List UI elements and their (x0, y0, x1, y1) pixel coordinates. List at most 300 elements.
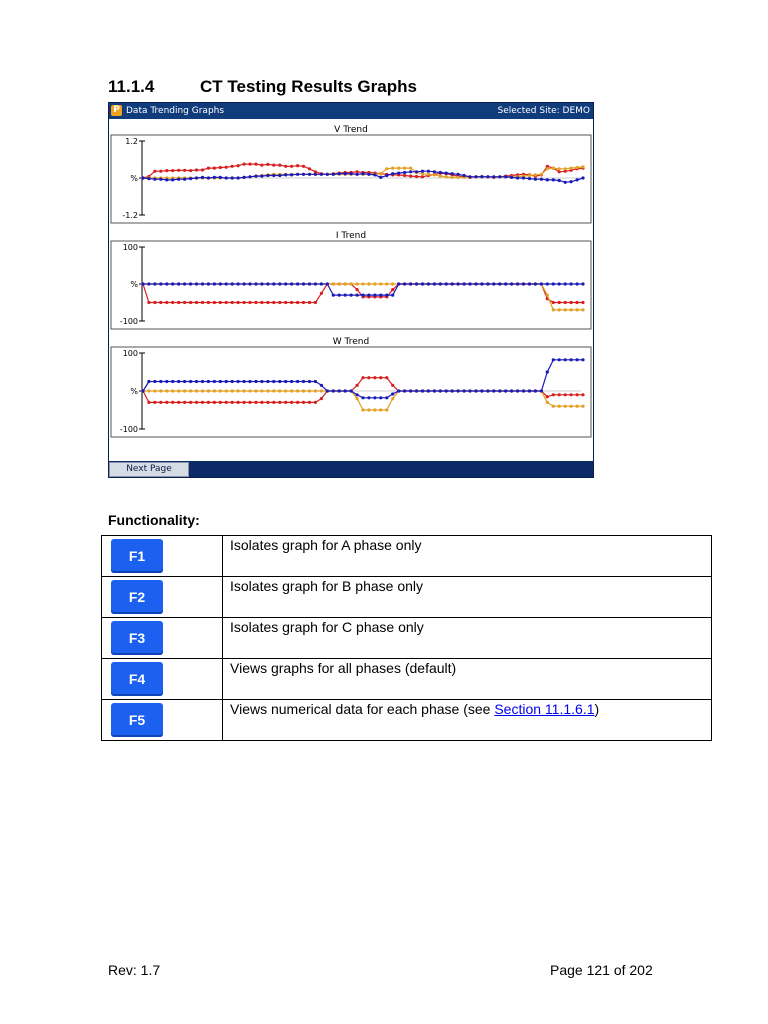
f1-key-button[interactable]: F1 (111, 539, 163, 573)
v-trend-c-phase-point (332, 173, 335, 176)
v-trend-c-phase-point (296, 173, 299, 176)
functionality-label: Functionality: (108, 512, 200, 528)
w-trend-b-phase-point (147, 389, 150, 392)
w-trend-b-phase-point (576, 405, 579, 408)
w-trend-c-phase-point (243, 380, 246, 383)
w-trend-a-phase-point (391, 384, 394, 387)
v-trend-a-phase-point (165, 169, 168, 172)
revision-label: Rev: 1.7 (108, 962, 161, 978)
i-trend-c-phase-point (260, 282, 263, 285)
v-trend-c-phase-point (165, 178, 168, 181)
i-trend-a-phase-point (147, 301, 150, 304)
w-trend-b-phase-point (195, 389, 198, 392)
i-trend-c-phase-point (219, 282, 222, 285)
w-trend-a-phase-point (296, 401, 299, 404)
w-trend-b-phase-point (183, 389, 186, 392)
w-trend-c-phase-point (141, 389, 144, 392)
app-title: Data Trending Graphs (126, 106, 225, 116)
w-trend-a-phase-point (576, 393, 579, 396)
i-trend-a-phase-point (558, 301, 561, 304)
w-trend-c-phase-point (576, 358, 579, 361)
v-trend-c-phase-point (486, 175, 489, 178)
v-trend-c-phase-point (189, 177, 192, 180)
v-trend-a-phase-point (278, 164, 281, 167)
w-trend-c-phase-point (213, 380, 216, 383)
w-trend-a-phase-point (385, 376, 388, 379)
v-trend-c-phase-point (433, 170, 436, 173)
i-trend-b-phase-point (350, 282, 353, 285)
i-trend-c-phase-point (540, 282, 543, 285)
v-trend-b-phase-point (445, 175, 448, 178)
i-trend-a-phase-point (248, 301, 251, 304)
functionality-table (101, 535, 712, 741)
v-trend-c-phase-point (445, 172, 448, 175)
i-trend-c-phase-point (165, 282, 168, 285)
i-trend-c-phase-point (272, 282, 275, 285)
v-trend-b-phase-point (403, 167, 406, 170)
i-trend-c-phase-point (326, 282, 329, 285)
i-trend-a-phase-point (219, 301, 222, 304)
v-trend-c-phase-point (451, 172, 454, 175)
v-trend-c-phase-point (177, 178, 180, 181)
table-row (102, 618, 712, 659)
v-trend-c-phase-point (195, 176, 198, 179)
v-trend-a-phase-point (189, 169, 192, 172)
w-trend-c-phase-point (183, 380, 186, 383)
w-trend-a-phase-point (171, 401, 174, 404)
w-trend-c-phase-point (552, 358, 555, 361)
v-trend-c-phase-point (356, 173, 359, 176)
v-trend-a-phase-point (159, 170, 162, 173)
i-trend-b-phase-point (391, 282, 394, 285)
i-trend-b-phase-point (332, 282, 335, 285)
v-trend-a-phase-point (201, 168, 204, 171)
w-trend-b-phase-point (361, 408, 364, 411)
v-trend-c-phase-point (344, 172, 347, 175)
i-trend-c-phase-point (266, 282, 269, 285)
i-trend-c-phase-point (243, 282, 246, 285)
v-trend-c-phase-point (439, 171, 442, 174)
v-trend-c-phase-point (373, 173, 376, 176)
i-trend-b-phase-point (564, 308, 567, 311)
w-trend-a-phase-point (320, 397, 323, 400)
section-number: 11.1.4 (108, 77, 155, 96)
w-trend-b-phase-point (231, 389, 234, 392)
w-trend-c-phase-point (332, 389, 335, 392)
w-trend-b-phase-point (320, 389, 323, 392)
i-trend-c-phase-point (498, 282, 501, 285)
w-trend-a-phase-point (225, 401, 228, 404)
w-trend-c-phase-point (225, 380, 228, 383)
i-trend-y-tick-label: % (130, 280, 138, 289)
w-trend-c-phase-point (492, 389, 495, 392)
v-trend-b-phase-point (576, 166, 579, 169)
w-trend-a-phase-point (314, 401, 317, 404)
i-trend-b-phase-point (546, 294, 549, 297)
i-trend-c-phase-point (338, 294, 341, 297)
w-trend-c-phase-point (284, 380, 287, 383)
i-trend-c-phase-point (486, 282, 489, 285)
w-trend-c-phase-point (373, 396, 376, 399)
selected-site-label: Selected Site: DEMO (497, 106, 590, 116)
i-trend-a-phase-point (165, 301, 168, 304)
w-trend-c-phase-point (361, 396, 364, 399)
v-trend-c-phase-point (308, 173, 311, 176)
w-trend-c-phase-point (409, 389, 412, 392)
w-trend-c-phase-point (302, 380, 305, 383)
i-trend-a-phase-point (576, 301, 579, 304)
v-trend-c-phase-point (201, 176, 204, 179)
w-trend-a-phase-point (147, 401, 150, 404)
w-trend-b-phase-point (546, 401, 549, 404)
v-trend-b-phase-point (385, 167, 388, 170)
v-trend-c-phase-point (266, 174, 269, 177)
w-trend-c-phase-point (159, 380, 162, 383)
device-titlebar (109, 103, 593, 119)
i-trend-c-phase-point (457, 282, 460, 285)
w-trend-b-phase-point (558, 405, 561, 408)
i-trend-c-phase-point (391, 294, 394, 297)
w-trend-b-phase-point (314, 389, 317, 392)
i-trend-a-phase-point (213, 301, 216, 304)
w-trend-a-phase-point (302, 401, 305, 404)
w-trend-c-phase-point (272, 380, 275, 383)
w-trend-c-phase-point (510, 389, 513, 392)
v-trend-c-phase-point (510, 176, 513, 179)
v-trend-a-phase-point (171, 169, 174, 172)
v-trend-c-phase-point (421, 170, 424, 173)
w-trend-b-phase-point (266, 389, 269, 392)
v-trend-a-phase-point (260, 164, 263, 167)
i-trend-y-tick-label: 100 (122, 243, 138, 252)
w-trend-c-phase-point (278, 380, 281, 383)
v-trend-b-phase-point (570, 167, 573, 170)
w-trend-c-phase-point (248, 380, 251, 383)
w-trend-c-phase-point (468, 389, 471, 392)
v-trend-y-tick-label: -1.2 (122, 211, 138, 220)
v-trend-c-phase-point (516, 176, 519, 179)
w-trend-a-phase-point (260, 401, 263, 404)
i-trend-a-phase-point (564, 301, 567, 304)
i-trend-a-phase-point (356, 288, 359, 291)
w-trend-c-phase-point (421, 389, 424, 392)
v-trend-c-phase-point (570, 180, 573, 183)
i-trend-c-phase-point (576, 282, 579, 285)
w-trend-a-phase-point (153, 401, 156, 404)
w-trend-c-phase-point (474, 389, 477, 392)
i-trend-b-phase-point (558, 308, 561, 311)
v-trend-a-phase-point (421, 175, 424, 178)
i-trend-a-phase-point (231, 301, 234, 304)
i-trend-c-phase-point (332, 294, 335, 297)
v-trend-b-phase-point (558, 167, 561, 170)
i-trend-c-phase-point (248, 282, 251, 285)
i-trend-c-phase-point (564, 282, 567, 285)
w-trend-a-phase-point (284, 401, 287, 404)
v-trend-c-phase-point (463, 174, 466, 177)
section-link[interactable]: Section 11.1.6.1 (494, 701, 595, 717)
w-trend-y-tick-label: 100 (122, 349, 138, 358)
w-trend-c-phase-point (570, 358, 573, 361)
v-trend-c-phase-point (254, 175, 257, 178)
w-trend-c-phase-point (195, 380, 198, 383)
i-trend-c-phase-point (213, 282, 216, 285)
v-trend-a-phase-point (296, 164, 299, 167)
w-trend-c-phase-point (504, 389, 507, 392)
v-trend-y-tick-label: 1.2 (125, 137, 138, 146)
v-trend-c-phase-point (153, 178, 156, 181)
v-trend-c-phase-point (320, 173, 323, 176)
v-trend-c-phase-point (385, 174, 388, 177)
w-trend-c-phase-point (522, 389, 525, 392)
i-trend-c-phase-point (254, 282, 257, 285)
i-trend-c-phase-point (480, 282, 483, 285)
i-trend-c-phase-point (183, 282, 186, 285)
w-trend-b-phase-point (373, 408, 376, 411)
w-trend-a-phase-point (243, 401, 246, 404)
w-trend-c-phase-point (350, 389, 353, 392)
i-trend-c-phase-point (379, 294, 382, 297)
w-trend-c-phase-point (308, 380, 311, 383)
i-trend-b-phase-point (361, 282, 364, 285)
v-trend-c-phase-point (415, 170, 418, 173)
w-trend-c-phase-point (260, 380, 263, 383)
w-trend-a-phase-point (248, 401, 251, 404)
w-trend-a-phase-point (558, 393, 561, 396)
i-trend-c-phase-point (373, 294, 376, 297)
w-trend-c-phase-point (165, 380, 168, 383)
w-trend-c-phase-point (540, 389, 543, 392)
v-trend-b-phase-point (451, 176, 454, 179)
v-trend-c-phase-point (159, 178, 162, 181)
w-trend-c-phase-point (296, 380, 299, 383)
i-trend-a-phase-point (207, 301, 210, 304)
f1-description: Isolates graph for A phase only (223, 536, 712, 577)
w-trend-c-phase-point (171, 380, 174, 383)
table-row (102, 659, 712, 700)
w-trend-c-phase-point (147, 380, 150, 383)
w-trend-c-phase-point (177, 380, 180, 383)
w-trend-b-phase-point (302, 389, 305, 392)
v-trend-a-phase-point (195, 168, 198, 171)
f2-key-button[interactable]: F2 (111, 580, 163, 614)
i-trend-a-phase-point (243, 301, 246, 304)
i-trend-a-phase-point (308, 301, 311, 304)
f3-key-button[interactable]: F3 (111, 621, 163, 655)
w-trend-c-phase-point (451, 389, 454, 392)
w-trend-b-phase-point (153, 389, 156, 392)
w-trend-a-phase-point (570, 393, 573, 396)
i-trend-b-phase-point (385, 282, 388, 285)
i-trend-b-phase-point (379, 282, 382, 285)
i-trend-c-phase-point (468, 282, 471, 285)
w-trend-c-phase-point (528, 389, 531, 392)
v-trend-b-phase-point (439, 175, 442, 178)
i-trend-a-phase-point (581, 301, 584, 304)
w-trend-c-phase-point (463, 389, 466, 392)
v-trend-b-phase-point (427, 173, 430, 176)
w-trend-c-phase-point (581, 358, 584, 361)
v-trend-b-phase-point (457, 176, 460, 179)
w-trend-b-phase-point (243, 389, 246, 392)
v-trend-c-phase-point (231, 176, 234, 179)
i-trend-c-phase-point (415, 282, 418, 285)
section-heading (108, 77, 417, 97)
i-trend-a-phase-point (237, 301, 240, 304)
i-trend-c-phase-point (403, 282, 406, 285)
w-trend-a-phase-point (201, 401, 204, 404)
w-trend-a-phase-point (266, 401, 269, 404)
i-trend-c-phase-point (320, 282, 323, 285)
i-trend-a-phase-point (296, 301, 299, 304)
i-trend-c-phase-point (147, 282, 150, 285)
f4-key-button[interactable]: F4 (111, 662, 163, 696)
v-trend-c-phase-point (260, 175, 263, 178)
v-trend-a-phase-point (219, 166, 222, 169)
w-trend-y-tick-label: -100 (119, 425, 138, 434)
v-trend-a-phase-point (207, 167, 210, 170)
w-trend-c-phase-point (415, 389, 418, 392)
i-trend-c-phase-point (231, 282, 234, 285)
i-trend-c-phase-point (237, 282, 240, 285)
w-trend-b-phase-point (552, 405, 555, 408)
v-trend-c-phase-point (326, 173, 329, 176)
w-trend-a-phase-point (213, 401, 216, 404)
v-trend-c-phase-point (147, 177, 150, 180)
w-trend-b-phase-point (254, 389, 257, 392)
i-trend-c-phase-point (171, 282, 174, 285)
v-trend-a-phase-point (403, 174, 406, 177)
i-trend-a-phase-point (314, 301, 317, 304)
i-trend-c-phase-point (153, 282, 156, 285)
i-trend-c-phase-point (284, 282, 287, 285)
i-trend-a-phase-point (195, 301, 198, 304)
i-trend-c-phase-point (528, 282, 531, 285)
i-trend-a-phase-point (225, 301, 228, 304)
i-trend-c-phase-point (463, 282, 466, 285)
v-trend-b-phase-point (409, 167, 412, 170)
w-trend-c-phase-point (326, 389, 329, 392)
p-logo-icon: P (111, 105, 122, 116)
w-trend-c-phase-point (314, 380, 317, 383)
softkey-bar (109, 461, 593, 477)
w-trend-c-phase-point (153, 380, 156, 383)
w-trend-title: W Trend (332, 337, 370, 347)
w-trend-a-phase-point (272, 401, 275, 404)
v-trend-b-phase-point (564, 167, 567, 170)
i-trend-a-phase-point (189, 301, 192, 304)
v-trend-a-phase-point (243, 163, 246, 166)
v-trend-c-phase-point (225, 176, 228, 179)
w-trend-c-phase-point (320, 384, 323, 387)
i-trend-a-phase-point (284, 301, 287, 304)
v-trend-c-phase-point (237, 176, 240, 179)
w-trend-c-phase-point (486, 389, 489, 392)
w-trend-a-phase-point (278, 401, 281, 404)
i-trend-c-phase-point (177, 282, 180, 285)
i-trend-b-phase-point (338, 282, 341, 285)
w-trend-a-phase-point (254, 401, 257, 404)
w-trend-b-phase-point (290, 389, 293, 392)
v-trend-c-phase-point (468, 175, 471, 178)
w-trend-a-phase-point (159, 401, 162, 404)
w-trend-b-phase-point (189, 389, 192, 392)
i-trend-c-phase-point (510, 282, 513, 285)
w-trend-a-phase-point (356, 384, 359, 387)
w-trend-c-phase-point (457, 389, 460, 392)
i-trend-a-phase-point (278, 301, 281, 304)
w-trend-c-phase-point (439, 389, 442, 392)
section-title: CT Testing Results Graphs (200, 77, 417, 96)
w-trend-a-phase-point (564, 393, 567, 396)
v-trend-a-phase-point (213, 167, 216, 170)
table-row (102, 700, 712, 741)
i-trend-c-phase-point (302, 282, 305, 285)
f5-key-button[interactable]: F5 (111, 703, 163, 737)
v-trend-c-phase-point (427, 170, 430, 173)
i-trend-c-phase-point (356, 294, 359, 297)
i-trend-c-phase-point (451, 282, 454, 285)
v-trend-c-phase-point (278, 174, 281, 177)
v-trend-c-phase-point (302, 173, 305, 176)
i-trend-b-phase-point (367, 282, 370, 285)
v-trend-c-phase-point (474, 175, 477, 178)
w-trend-b-phase-point (260, 389, 263, 392)
w-trend-a-phase-point (546, 395, 549, 398)
w-trend-b-phase-point (237, 389, 240, 392)
f5-description: Views numerical data for each phase (see Section 11.1.6.1) (223, 700, 712, 741)
i-trend-a-phase-point (183, 301, 186, 304)
i-trend-c-phase-point (308, 282, 311, 285)
i-trend-c-phase-point (552, 282, 555, 285)
i-trend-a-phase-point (171, 301, 174, 304)
w-trend-a-phase-point (308, 401, 311, 404)
v-trend-c-phase-point (498, 175, 501, 178)
i-trend-c-phase-point (141, 282, 144, 285)
w-trend-c-phase-point (344, 389, 347, 392)
v-trend-c-phase-point (272, 174, 275, 177)
v-trend-a-phase-point (290, 165, 293, 168)
v-trend-a-phase-point (558, 170, 561, 173)
w-trend-b-phase-point (225, 389, 228, 392)
w-trend-b-phase-point (356, 397, 359, 400)
v-trend-c-phase-point (546, 178, 549, 181)
w-trend-c-phase-point (391, 392, 394, 395)
w-trend-a-phase-point (290, 401, 293, 404)
w-trend-b-phase-point (165, 389, 168, 392)
i-trend-c-phase-point (207, 282, 210, 285)
v-trend-c-phase-point (290, 173, 293, 176)
v-trend-b-phase-point (546, 167, 549, 170)
w-trend-a-phase-point (165, 401, 168, 404)
i-trend-c-phase-point (558, 282, 561, 285)
next-page-softkey[interactable]: Next Page (109, 462, 189, 477)
w-trend-a-phase-point (183, 401, 186, 404)
w-trend-c-phase-point (338, 389, 341, 392)
v-trend-a-phase-point (183, 169, 186, 172)
v-trend-c-phase-point (350, 172, 353, 175)
trend-graphs-area (109, 119, 593, 461)
w-trend-a-phase-point (367, 376, 370, 379)
w-trend-a-phase-point (231, 401, 234, 404)
v-trend-c-phase-point (492, 175, 495, 178)
i-trend-a-phase-point (266, 301, 269, 304)
v-trend-c-phase-point (558, 179, 561, 182)
w-trend-c-phase-point (231, 380, 234, 383)
v-trend-c-phase-point (504, 175, 507, 178)
i-trend-b-phase-point (344, 282, 347, 285)
v-trend-b-phase-point (534, 173, 537, 176)
